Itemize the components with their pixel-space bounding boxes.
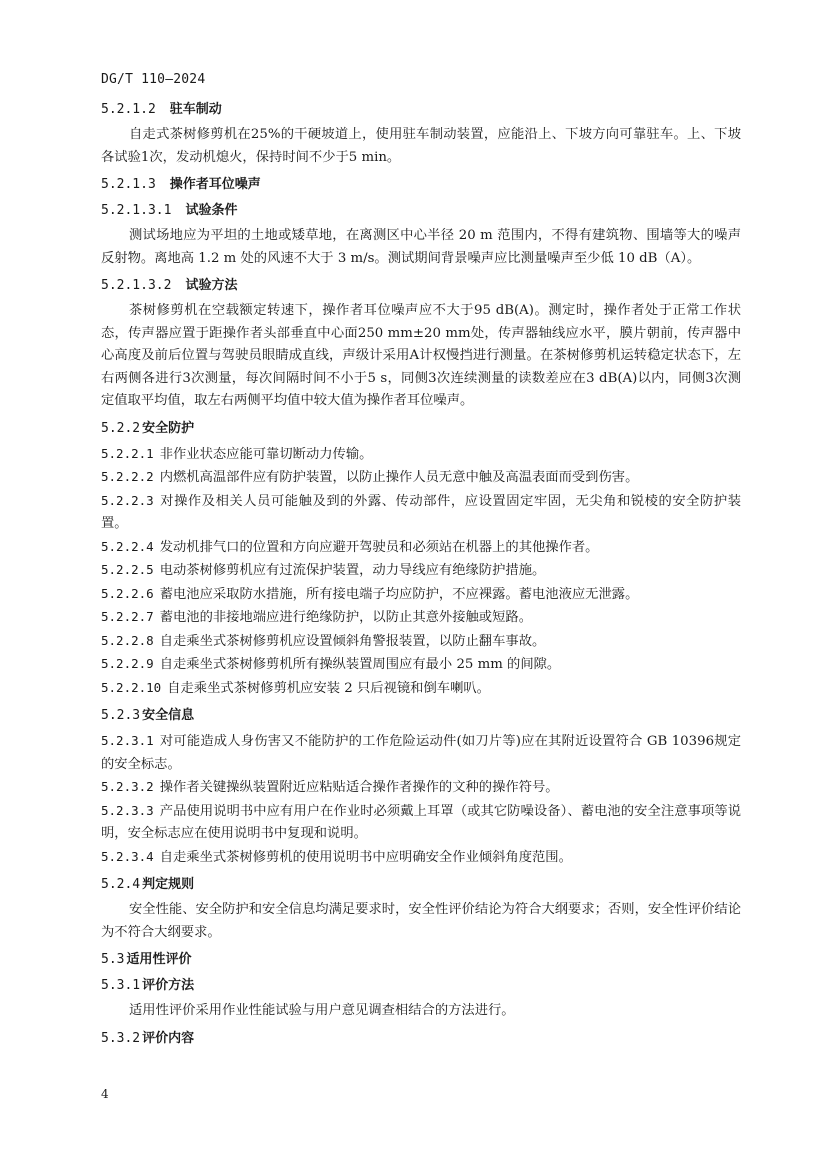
heading-number: 5.2.1.3.1 [101,203,172,218]
list-item [101,653,741,677]
paragraph-test-conditions: 测试场地应为平坦的土地或矮草地，在离测区中心半径 20 m 范围内，不得有建筑物、围墙等大的噪声反射物。离地高 1.2 m 处的风速不大于 3 m/s。测试期间背景噪声应比测量噪声至少低 10 dB（A）。 [101,228,741,266]
heading-number: 5.3 [101,952,125,967]
paragraph-judgement-rules: 安全性能、安全防护和安全信息均满足要求时，安全性评价结论为符合大纲要求；否则，安全性评价结论为不符合大纲要求。 [101,902,741,940]
item-number: 5.2.3.4 [101,848,154,864]
list-item [101,677,741,701]
item-text: 产品使用说明书中应有用户在作业时必须戴上耳罩（或其它防噪设备）、蓄电池的安全注意事项等说明，安全标志应在使用说明书中复现和说明。 [101,803,741,841]
heading-title: 驻车制动 [169,102,222,117]
heading-5-3-1 [101,976,741,996]
heading-title: 安全防护 [142,420,195,436]
item-text: 自走乘坐式茶树修剪机的使用说明书中应明确安全作业倾斜角度范围。 [159,849,572,865]
list-item [101,583,741,607]
heading-number: 5.2.1.3 [101,177,156,192]
list-item [101,630,741,654]
list-item [101,800,741,846]
safety-info-list [101,730,741,869]
heading-title: 评价内容 [142,1030,195,1046]
heading-title: 试验方法 [185,278,238,293]
heading-5-2-1-2 [101,100,741,120]
heading-number: 5.3.2 [101,1030,141,1046]
heading-5-2-2 [101,419,741,439]
item-number: 5.2.2.6 [101,585,154,601]
list-item [101,606,741,630]
list-item [101,776,741,800]
heading-5-2-1-3-1 [101,201,741,221]
item-text: 发动机排气口的位置和方向应避开驾驶员和必须站在机器上的其他操作者。 [159,539,599,555]
heading-number: 5.2.1.3.2 [101,278,172,293]
list-item [101,536,741,560]
heading-number: 5.3.1 [101,978,141,993]
heading-5-2-4 [101,875,741,895]
heading-number: 5.2.3 [101,708,141,723]
page-number: 4 [101,1087,109,1101]
item-number: 5.2.3.1 [101,733,154,748]
page-content [101,94,741,1053]
list-item [101,443,741,467]
item-number: 5.2.2.8 [101,632,154,648]
heading-5-2-1-3-2 [101,276,741,296]
safety-protection-list [101,443,741,701]
item-number: 5.2.2.2 [101,469,154,484]
list-item [101,490,741,536]
paragraph-parking-brake: 自走式茶树修剪机在25%的干硬坡道上，使用驻车制动装置，应能沿上、下坡方向可靠驻车。上、下坡各试验1次，发动机熄火，保持时间不少于5 min。 [101,127,741,165]
list-item [101,730,741,776]
item-text: 对操作及相关人员可能触及到的外露、传动部件，应设置固定牢固，无尖角和锐棱的安全防护装置。 [101,493,741,531]
heading-number: 5.2.1.2 [101,102,156,117]
item-text: 操作者关键操纵装置附近应粘贴适合操作者操作的文种的操作符号。 [159,780,559,795]
heading-5-3 [101,950,741,970]
item-number: 5.2.3.2 [101,779,154,794]
item-number: 5.2.3.3 [101,802,154,818]
item-number: 5.2.2.9 [101,656,154,671]
heading-number: 5.2.2 [101,420,141,436]
heading-title: 操作者耳位噪声 [169,177,261,192]
item-text: 自走乘坐式茶树修剪机应设置倾斜角警报装置，以防止翻车事故。 [159,633,546,649]
item-text: 蓄电池应采取防水措施，所有接电端子均应防护，不应裸露。蓄电池液应无泄露。 [159,586,639,602]
heading-number: 5.2.4 [101,877,141,892]
item-number: 5.2.2.1 [101,445,154,461]
list-item [101,846,741,870]
heading-5-3-2 [101,1029,741,1049]
heading-title: 评价方法 [142,978,195,993]
item-number: 5.2.2.5 [101,562,154,577]
list-item [101,559,741,583]
heading-5-2-1-3 [101,175,741,195]
heading-title: 试验条件 [185,203,238,218]
document-code: DG/T 110—2024 [101,72,206,87]
paragraph-evaluation-method: 适用性评价采用作业性能试验与用户意见调查相结合的方法进行。 [129,1003,515,1018]
heading-title: 适用性评价 [126,952,192,967]
paragraph-test-method: 茶树修剪机在空载额定转速下，操作者耳位噪声应不大于95 dB(A)。测定时，操作者处于正常工作状态，传声器应置于距操作者头部垂直中心面250 mm±20 mm处，传声器轴线应水平，膜片朝前，传声器中心高度及前后位置与驾驶员眼睛成直线，声级计采用A计权慢挡进行测量。在茶树修剪机运转稳定状态下，左右两侧各进行3次测量，每次间隔时间不小于5 s，同侧3次连续测量的读数差应在3 dB(A)以内，同侧3次测定值取平均值，取左右两侧平均值中较大值为操作者耳位噪声。 [101,303,741,408]
heading-5-2-3 [101,706,741,726]
item-text: 自走乘坐式茶树修剪机应安装 2 只后视镜和倒车喇叭。 [167,680,490,696]
item-number: 5.2.2.4 [101,538,154,554]
item-number: 5.2.2.10 [101,679,162,695]
item-number: 5.2.2.3 [101,492,154,508]
heading-title: 判定规则 [142,877,195,892]
item-text: 电动茶树修剪机应有过流保护装置，动力导线应有绝缘防护措施。 [159,563,546,578]
heading-title: 安全信息 [142,708,195,723]
item-text: 非作业状态应能可靠切断动力传输。 [159,446,373,462]
item-number: 5.2.2.7 [101,609,154,624]
item-text: 蓄电池的非接地端应进行绝缘防护，以防止其意外接触或短路。 [159,610,532,625]
item-text: 内燃机高温部件应有防护装置，以防止操作人员无意中触及高温表面而受到伤害。 [159,470,639,485]
item-text: 对可能造成人身伤害又不能防护的工作危险运动件(如刀片等)应在其附近设置符合 GB 10396规定的安全标志。 [101,734,741,772]
list-item [101,466,741,490]
item-text: 自走乘坐式茶树修剪机所有操纵装置周围应有最小 25 mm 的间隙。 [159,657,561,672]
